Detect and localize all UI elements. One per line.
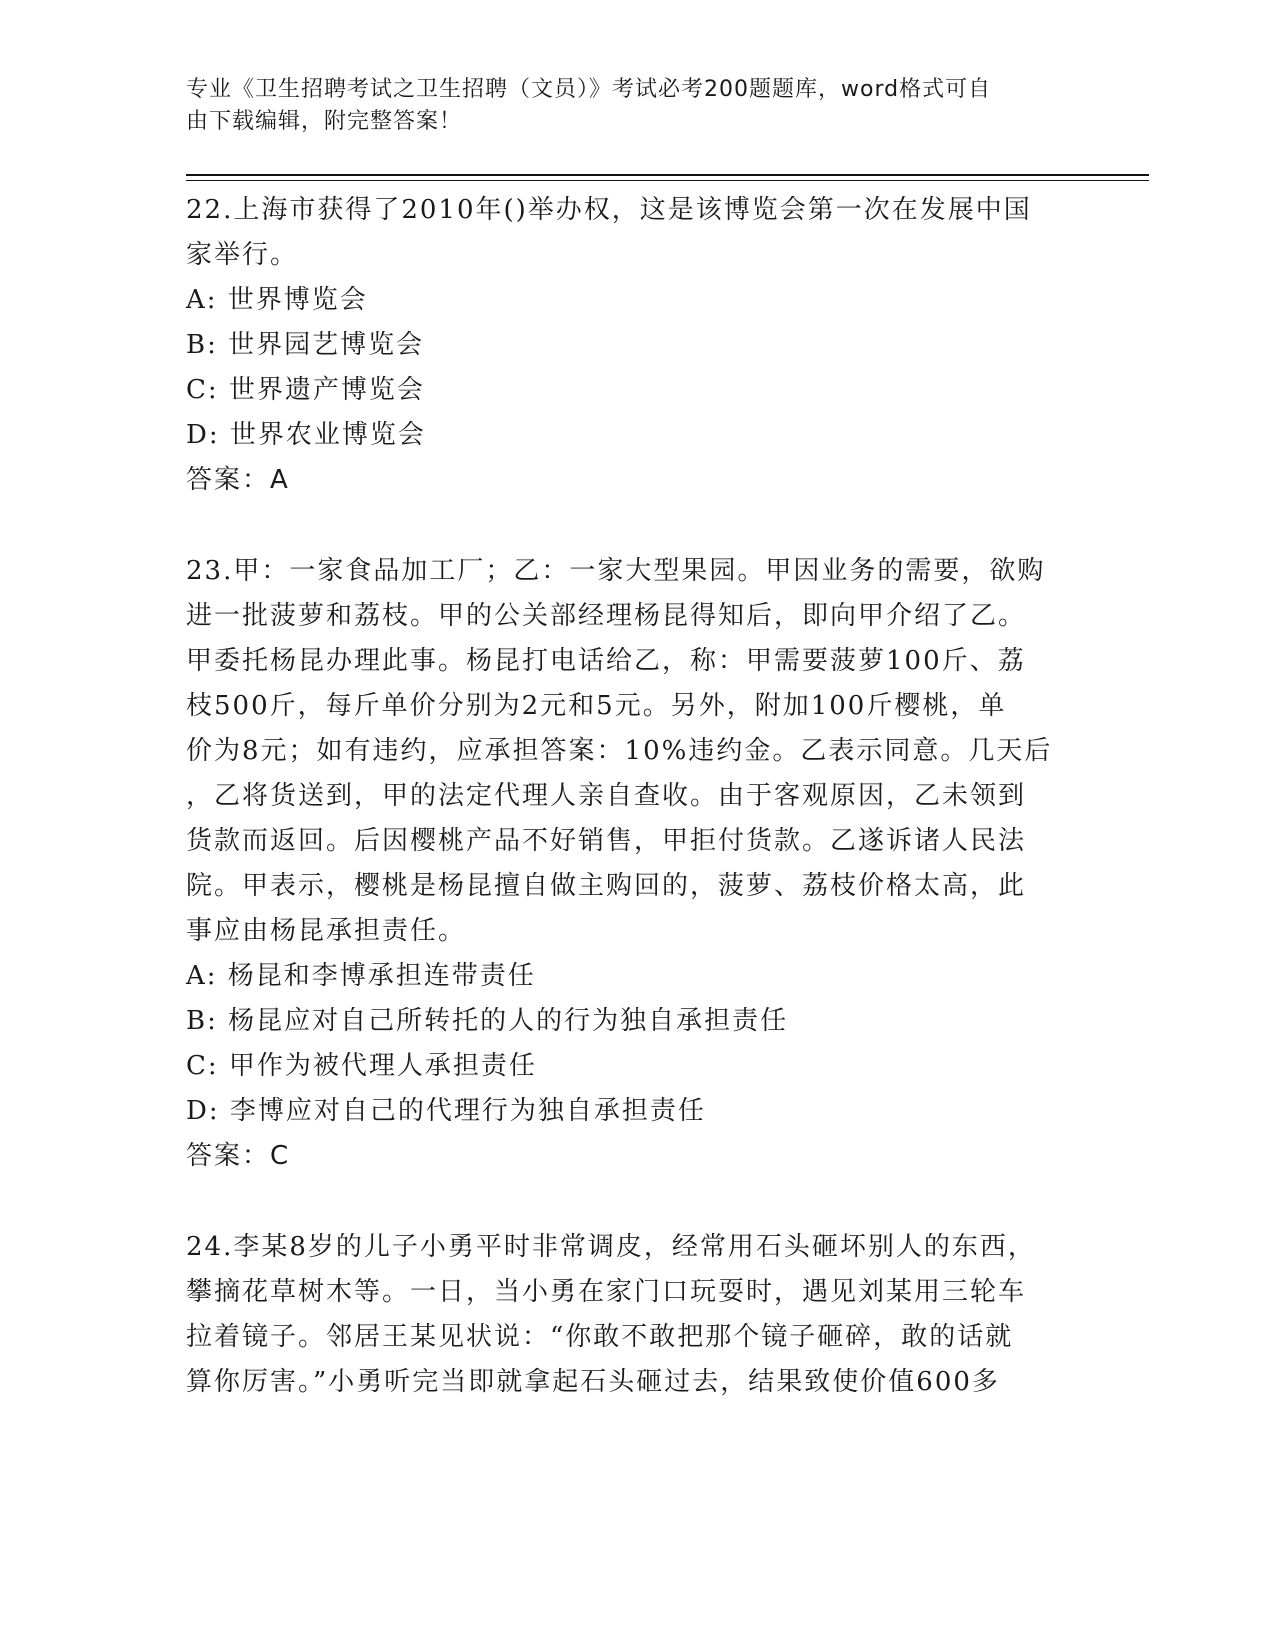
option-c: C: 甲作为被代理人承担责任: [186, 1051, 537, 1081]
option-a: A: 世界博览会: [186, 285, 368, 315]
question-24: [186, 1225, 1086, 1405]
option-b: B: 世界园艺博览会: [186, 330, 425, 360]
option-a: A: 杨昆和李博承担连带责任: [186, 961, 536, 991]
question-23: [186, 549, 1086, 1179]
question-text-line: 甲委托杨昆办理此事。杨昆打电话给乙，称：甲需要菠萝100斤、荔: [186, 646, 1026, 676]
question-text-line: 算你厉害。”小勇听完当即就拿起石头砸过去，结果致使价值600多: [186, 1367, 1000, 1397]
header-line-1: 专业《卫生招聘考试之卫生招聘（文员）》考试必考200题题库，word格式可自: [186, 77, 992, 102]
question-22: [186, 188, 1086, 503]
option-b: B: 杨昆应对自己所转托的人的行为独自承担责任: [186, 1006, 789, 1036]
document-header: [186, 74, 1066, 138]
question-text-line: 家举行。: [186, 240, 299, 270]
option-d: D: 李博应对自己的代理行为独自承担责任: [186, 1096, 706, 1126]
question-text-line: 24.李某8岁的儿子小勇平时非常调皮，经常用石头砸坏别人的东西，: [186, 1232, 1036, 1262]
question-text-line: 拉着镜子。邻居王某见状说：“你敢不敢把那个镜子砸碎，敢的话就: [186, 1322, 1014, 1352]
header-divider-thick: [186, 174, 1149, 176]
answer-line: 答案：C: [186, 1141, 291, 1171]
option-c: C: 世界遗产博览会: [186, 375, 425, 405]
question-text-line: 价为8元；如有违约，应承担答案：10%违约金。乙表示同意。几天后: [186, 736, 1053, 766]
answer-line: 答案：A: [186, 465, 290, 495]
question-text-line: 事应由杨昆承担责任。: [186, 916, 467, 946]
header-divider-thin: [186, 180, 1149, 181]
question-text-line: 院。甲表示，樱桃是杨昆擅自做主购回的，菠萝、荔枝价格太高，此: [186, 871, 1027, 901]
question-text-line: ，乙将货送到，甲的法定代理人亲自查收。由于客观原因，乙未领到: [186, 781, 1027, 811]
question-gap: [186, 503, 1086, 549]
question-text-line: 货款而返回。后因樱桃产品不好销售，甲拒付货款。乙遂诉诸人民法: [186, 826, 1027, 856]
header-line-2: 由下载编辑，附完整答案！: [186, 109, 463, 134]
question-gap: [186, 1179, 1086, 1225]
option-d: D: 世界农业博览会: [186, 420, 426, 450]
question-text-line: 枝500斤，每斤单价分别为2元和5元。另外，附加100斤樱桃，单: [186, 691, 1007, 721]
question-text-line: 23.甲：一家食品加工厂；乙：一家大型果园。甲因业务的需要，欲购: [186, 556, 1046, 586]
question-text-line: 进一批菠萝和荔枝。甲的公关部经理杨昆得知后，即向甲介绍了乙。: [186, 601, 1027, 631]
question-text-line: 22.上海市获得了2010年()举办权，这是该博览会第一次在发展中国: [186, 195, 1032, 225]
question-text-line: 攀摘花草树木等。一日，当小勇在家门口玩耍时，遇见刘某用三轮车: [186, 1277, 1027, 1307]
question-list: [186, 188, 1086, 1405]
